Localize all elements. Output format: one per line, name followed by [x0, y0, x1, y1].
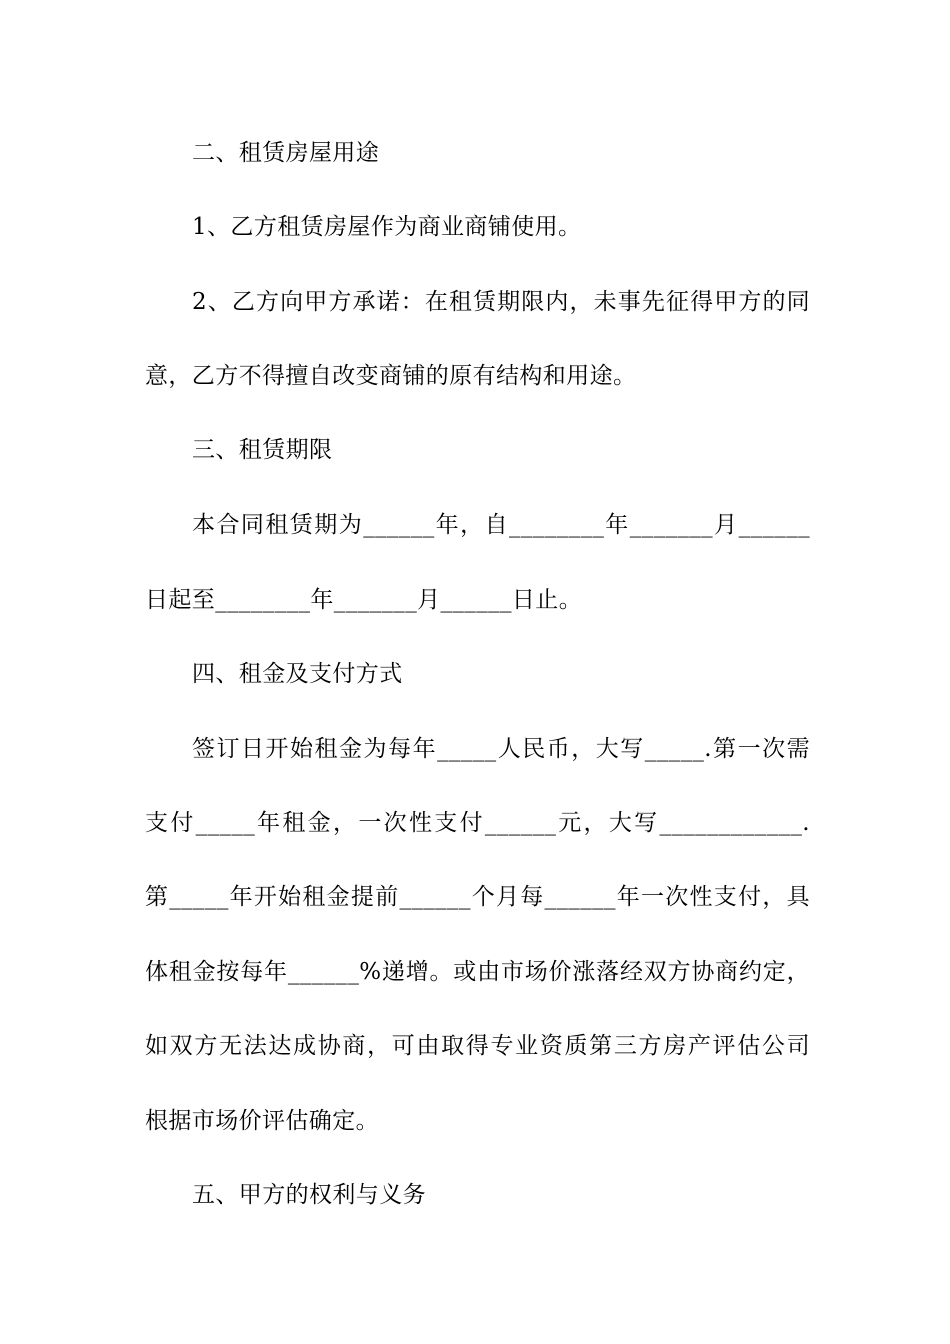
- paragraph-rent-line-1: 签订日开始租金为每年_____人民币，大写_____.第一次需: [192, 736, 810, 762]
- paragraph-rent-line-6: 根据市场价评估确定。: [145, 1108, 379, 1134]
- section-heading-term: 三、租赁期限: [192, 437, 333, 463]
- paragraph-term-line-2: 日起至________年_______月______日止。: [145, 587, 583, 613]
- section-heading-rent: 四、租金及支付方式: [192, 661, 403, 687]
- paragraph-usage-item-2-line-2: 意，乙方不得擅自改变商铺的原有结构和用途。: [145, 363, 637, 389]
- section-heading-lessor-rights: 五、甲方的权利与义务: [192, 1182, 426, 1208]
- paragraph-usage-item-2-line-1: 2、乙方向甲方承诺：在租赁期限内，未事先征得甲方的同: [192, 289, 810, 315]
- paragraph-rent-line-5: 如双方无法达成协商，可由取得专业资质第三方房产评估公司: [145, 1033, 810, 1059]
- paragraph-term-line-1: 本合同租赁期为______年，自________年_______月______: [192, 512, 810, 538]
- paragraph-usage-item-1: 1、乙方租赁房屋作为商业商铺使用。: [192, 214, 582, 240]
- paragraph-rent-line-4: 体租金按每年______%递增。或由市场价涨落经双方协商约定，: [145, 959, 810, 985]
- paragraph-rent-line-2: 支付_____年租金，一次性支付______元，大写____________.: [145, 810, 810, 836]
- paragraph-rent-line-3: 第_____年开始租金提前______个月每______年一次性支付，具: [145, 884, 810, 910]
- section-heading-usage: 二、租赁房屋用途: [192, 140, 380, 166]
